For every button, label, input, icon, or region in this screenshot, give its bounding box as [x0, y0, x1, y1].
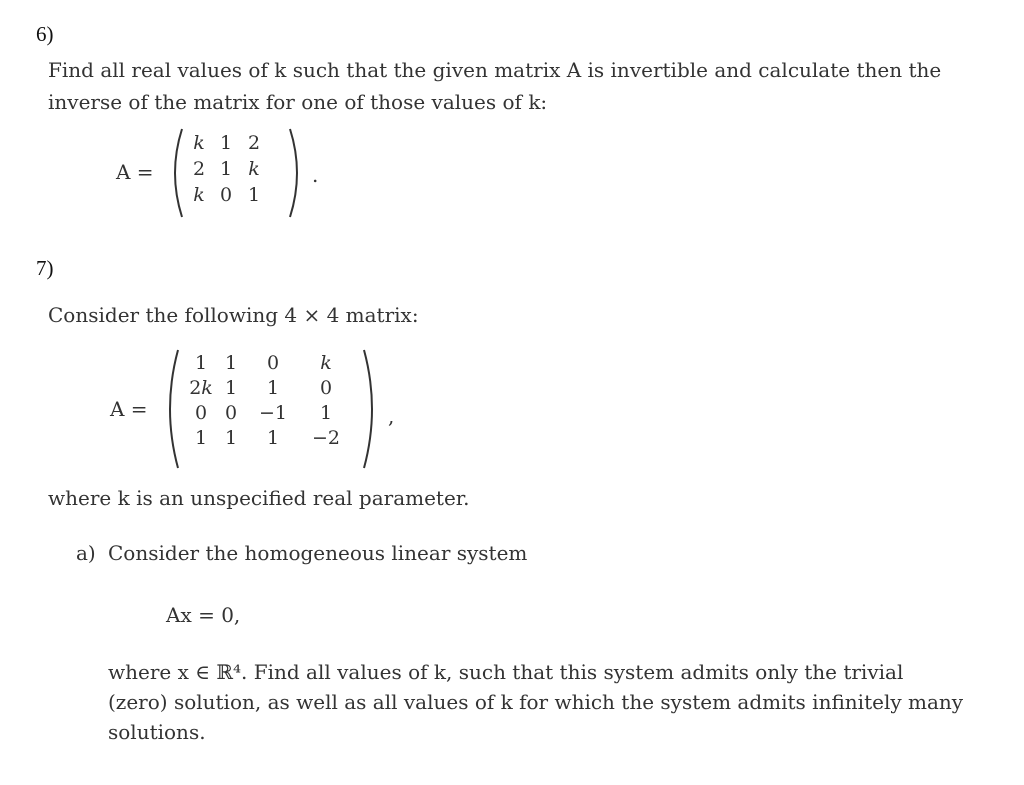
matrix-cell: k [248, 158, 260, 180]
matrix-cell: 1 [266, 377, 280, 399]
matrix-cell: −2 [311, 427, 340, 449]
matrix-cell: k [320, 352, 332, 374]
problem-7-trailing-comma: , [388, 404, 395, 428]
matrix-cell: 1 [319, 402, 333, 424]
left-parenthesis [160, 348, 182, 470]
final-text-line-3: solutions. [108, 720, 206, 744]
matrix-cell: 1 [219, 132, 233, 154]
problem-7-matrix-label: A = [110, 397, 148, 421]
equation: Ax = 0, [166, 603, 241, 627]
matrix-cell: 1 [194, 352, 208, 374]
matrix-cell: 0 [194, 402, 208, 424]
right-parenthesis [360, 348, 382, 470]
problem-7-number: 7) [36, 256, 54, 280]
problem-6-text-line-1: Find all real values of k such that the given matrix A is invertible and calculate then the [48, 58, 942, 82]
matrix-cell: 0 [224, 402, 238, 424]
matrix-cell: 0 [266, 352, 280, 374]
matrix-cell: 1 [219, 158, 233, 180]
matrix-cell: 1 [247, 184, 261, 206]
matrix-cell: 2k [189, 377, 213, 399]
matrix-cell: 1 [224, 352, 238, 374]
matrix-cell: 0 [219, 184, 233, 206]
matrix-cell: k [193, 184, 205, 206]
matrix-cell: 1 [266, 427, 280, 449]
matrix-cell: 2 [247, 132, 261, 154]
part-a-label: a) [76, 541, 96, 565]
matrix-cell: 0 [319, 377, 333, 399]
matrix-cell: 2 [192, 158, 206, 180]
part-a-text: Consider the homogeneous linear system [108, 541, 528, 565]
problem-6-matrix [186, 132, 268, 206]
matrix-cell: −1 [258, 402, 287, 424]
final-text-line-1: where x ∈ ℝ⁴. Find all values of k, such that this system admits only the trivial [108, 660, 904, 684]
final-text-line-2: (zero) solution, as well as all values of k for which the system admits infinitely many [108, 690, 964, 714]
problem-6-text-line-2: inverse of the matrix for one of those values of k: [48, 90, 548, 114]
problem-7-where-text: where k is an unspecified real parameter. [48, 486, 470, 510]
matrix-cell: 1 [194, 427, 208, 449]
problem-6-trailing-period: . [312, 163, 319, 187]
right-parenthesis [286, 127, 306, 219]
problem-7-matrix [184, 352, 350, 449]
left-parenthesis [166, 127, 186, 219]
matrix-cell: 1 [224, 427, 238, 449]
problem-6-matrix-label: A = [116, 160, 154, 184]
matrix-cell: 1 [224, 377, 238, 399]
problem-6-number: 6) [36, 22, 54, 46]
matrix-cell: k [193, 132, 205, 154]
problem-7-intro: Consider the following 4 × 4 matrix: [48, 303, 419, 327]
